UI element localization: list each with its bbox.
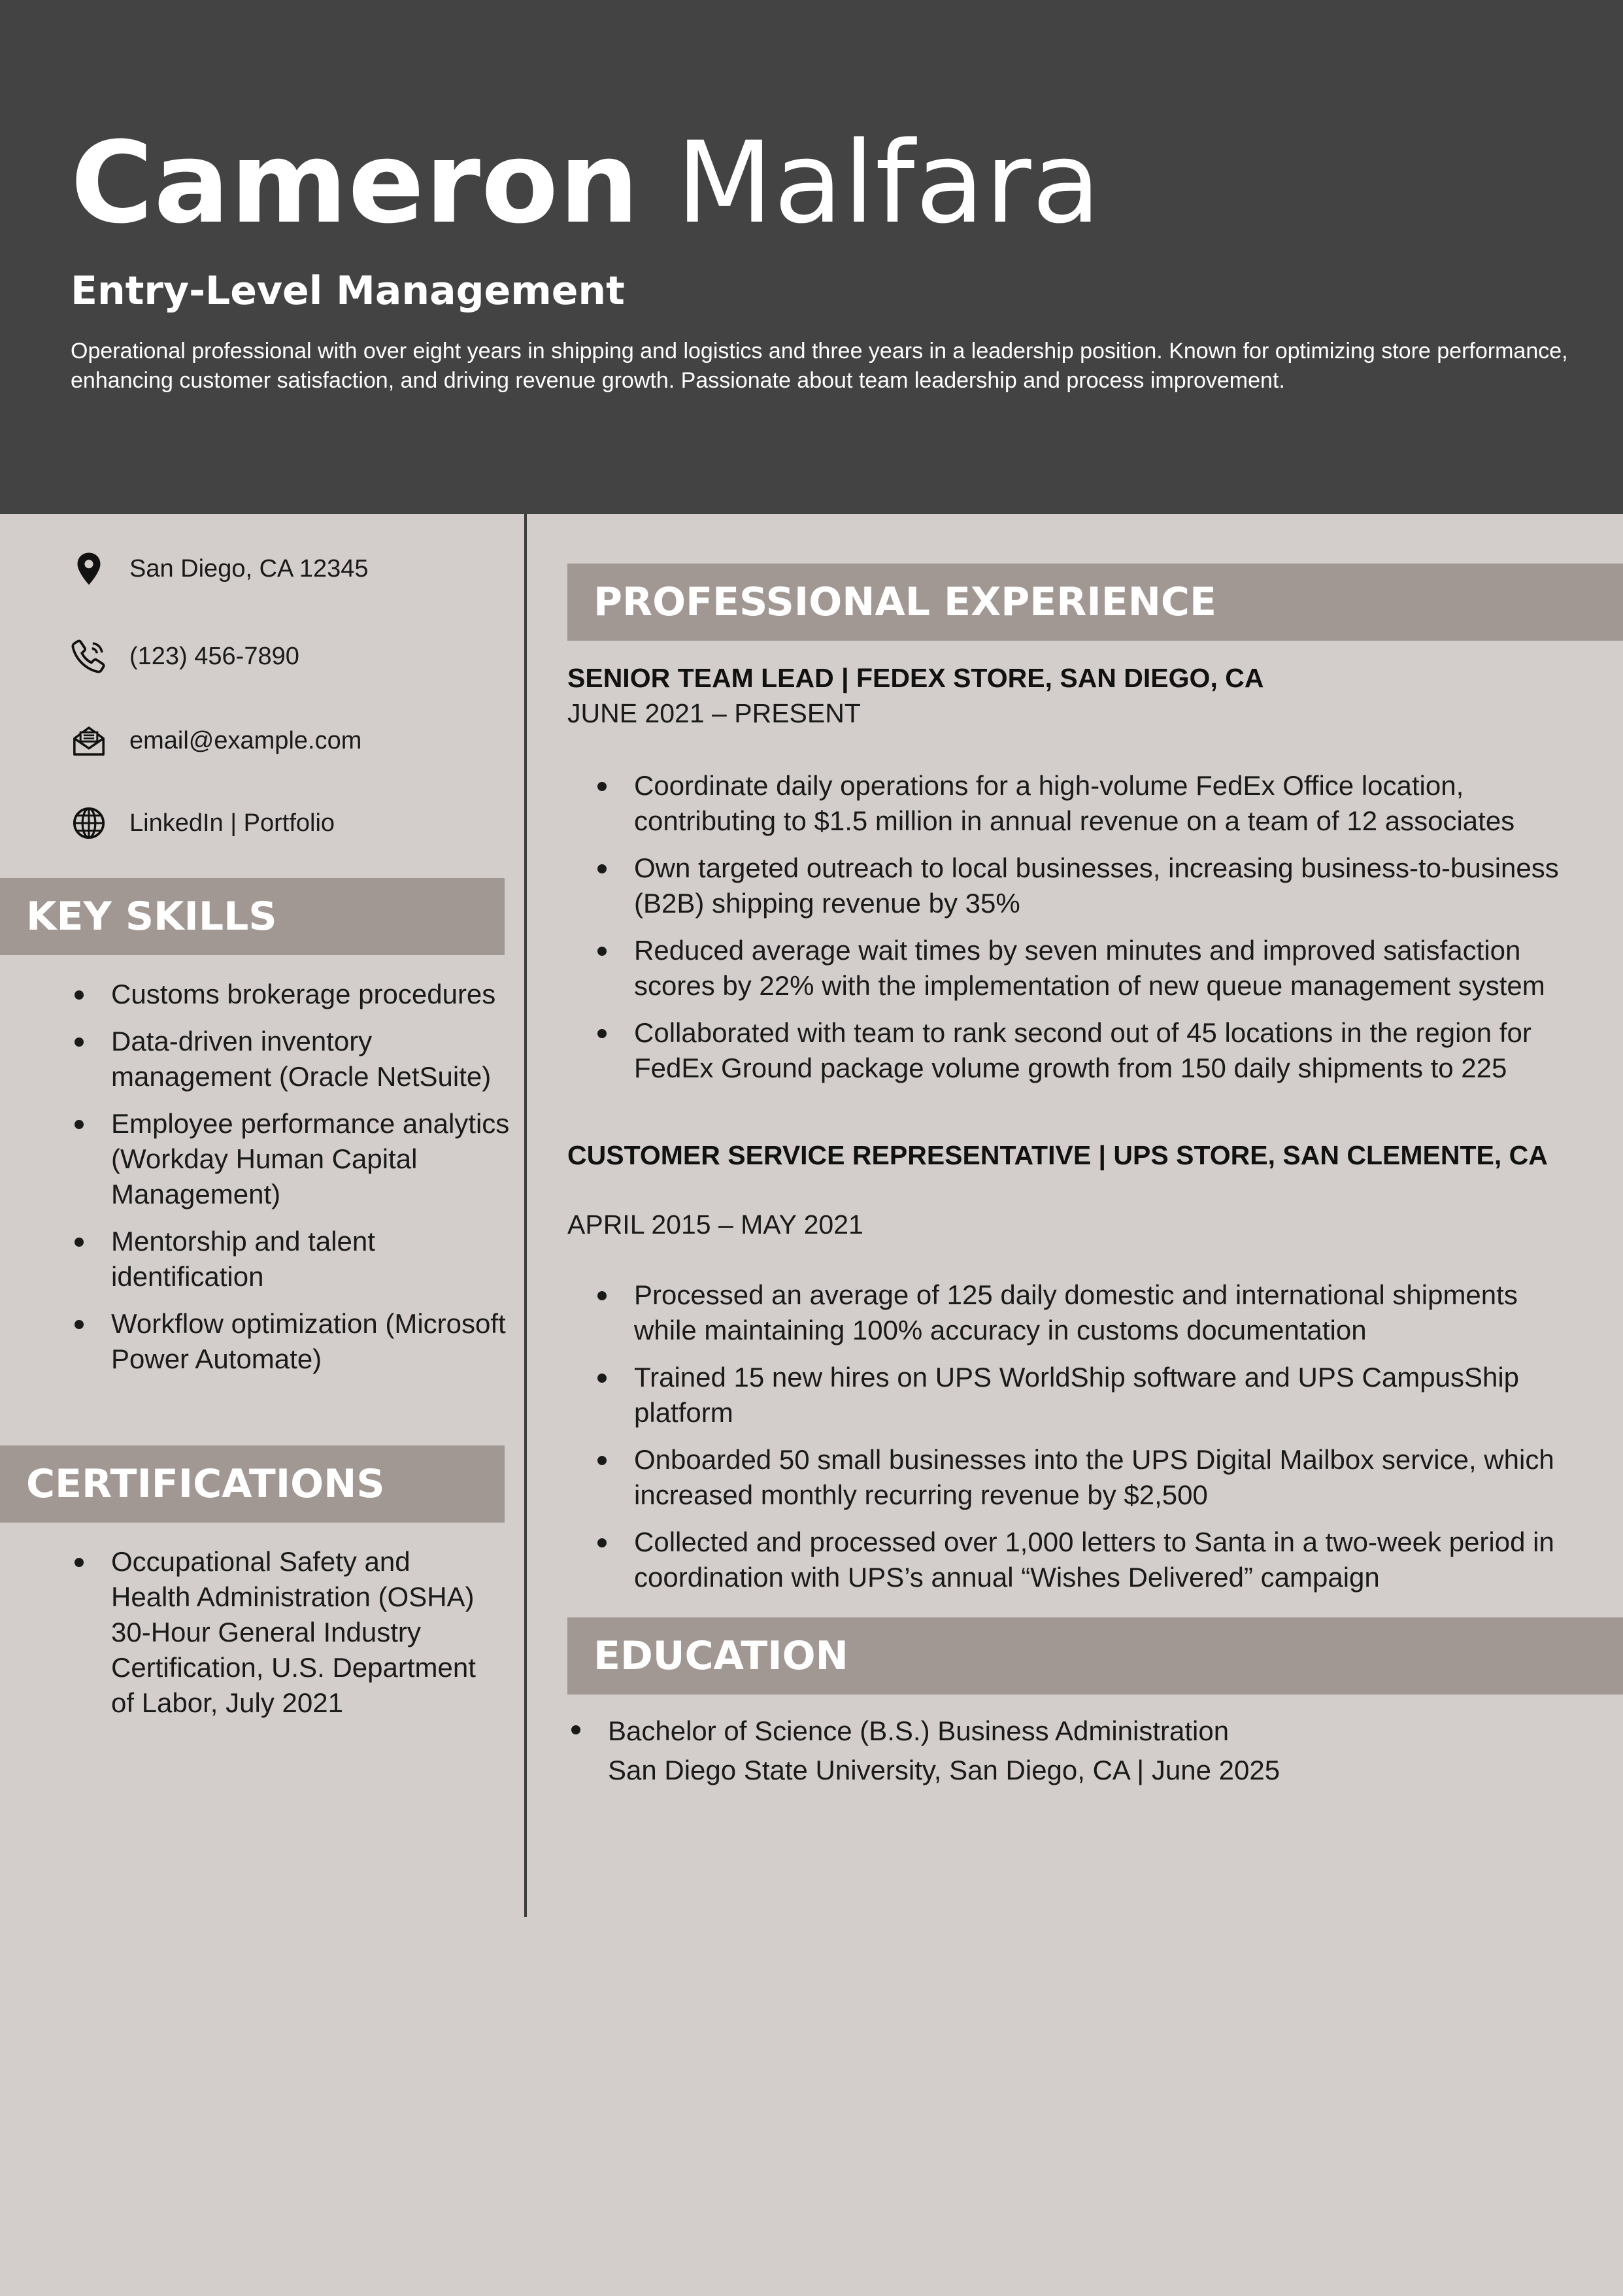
contact-links — [71, 797, 335, 849]
skill-item: Workflow optimization (Microsoft Power Automate) — [71, 1306, 515, 1377]
experience-bullet: Collected and processed over 1,000 letters to Santa in a two-week period in coordination with UPS’s annual “Wishes Delivered” campaign — [594, 1525, 1587, 1595]
job-2-role: CUSTOMER SERVICE REPRESENTATIVE | UPS STORE, SAN CLEMENTE, CA — [567, 1140, 1548, 1170]
job-1-bullets — [594, 768, 1587, 1086]
email-icon — [71, 722, 107, 759]
location-pin-icon — [71, 550, 107, 587]
degree: Bachelor of Science (B.S.) Business Administration — [608, 1715, 1230, 1746]
job-2-bullets — [594, 1277, 1587, 1595]
globe-icon — [71, 805, 107, 841]
summary: Operational professional with over eight years in shipping and logistics and three years in a leadership position. Known for optimizing store performance, enhancing customer satisfaction, and driving revenue growth. Passionate about team leadership and process improvement. — [71, 339, 1568, 393]
experience-bullet: Coordinate daily operations for a high-volume FedEx Office location, contributing to $1.5 million in annual revenue on a team of 12 associates — [594, 768, 1587, 839]
header-banner — [0, 0, 1623, 514]
certifications-list — [71, 1544, 495, 1721]
job-title: Entry-Level Management — [71, 268, 625, 314]
experience-heading: PROFESSIONAL EXPERIENCE — [567, 564, 1623, 641]
skill-item: Customs brokerage procedures — [71, 977, 515, 1012]
column-divider — [524, 514, 527, 1917]
phone-text: (123) 456-7890 — [129, 642, 299, 670]
skills-list — [71, 977, 515, 1377]
email-text: email@example.com — [129, 726, 362, 754]
job-2-dates: APRIL 2015 – MAY 2021 — [567, 1209, 863, 1240]
skill-item: Mentorship and talent identification — [71, 1224, 515, 1294]
last-name: Malfara — [676, 117, 1101, 248]
experience-bullet: Trained 15 new hires on UPS WorldShip software and UPS CampusShip platform — [594, 1360, 1587, 1430]
certifications-heading: CERTIFICATIONS — [0, 1445, 505, 1523]
experience-bullet: Processed an average of 125 daily domestic and international shipments while maintaining 100% accuracy in customs documentation — [594, 1277, 1587, 1348]
job-1-role: SENIOR TEAM LEAD | FEDEX STORE, SAN DIEGO, CA — [567, 663, 1264, 693]
contact-location — [71, 543, 369, 595]
location-text: San Diego, CA 12345 — [129, 554, 369, 582]
phone-icon — [71, 638, 107, 675]
first-name: Cameron — [71, 117, 640, 248]
certification-item: Occupational Safety and Health Administration (OSHA) 30-Hour General Industry Certification, U.S. Department of Labor, July 2021 — [71, 1544, 495, 1721]
education-heading: EDUCATION — [567, 1617, 1623, 1695]
key-skills-heading: KEY SKILLS — [0, 878, 505, 955]
contact-phone — [71, 630, 299, 683]
links-text[interactable]: LinkedIn | Portfolio — [129, 809, 335, 837]
contact-email — [71, 715, 361, 767]
experience-bullet: Collaborated with team to rank second out of 45 locations in the region for FedEx Ground package volume growth from 150 daily shipments to 225 — [594, 1015, 1587, 1086]
candidate-name — [71, 114, 1101, 252]
experience-bullet: Onboarded 50 small businesses into the UPS Digital Mailbox service, which increased monthly recurring revenue by $2,500 — [594, 1442, 1587, 1513]
experience-bullet: Own targeted outreach to local businesses, increasing business-to-business (B2B) shipping revenue by 35% — [594, 851, 1587, 921]
education-item — [567, 1712, 1587, 1790]
education-list — [567, 1712, 1587, 1790]
job-1-dates: JUNE 2021 – PRESENT — [567, 698, 861, 728]
skill-item: Data-driven inventory management (Oracle NetSuite) — [71, 1024, 515, 1094]
school: San Diego State University, San Diego, CA | June 2025 — [608, 1755, 1280, 1785]
skill-item: Employee performance analytics (Workday Human Capital Management) — [71, 1106, 515, 1212]
experience-bullet: Reduced average wait times by seven minutes and improved satisfaction scores by 22% with the implementation of new queue management system — [594, 933, 1587, 1004]
